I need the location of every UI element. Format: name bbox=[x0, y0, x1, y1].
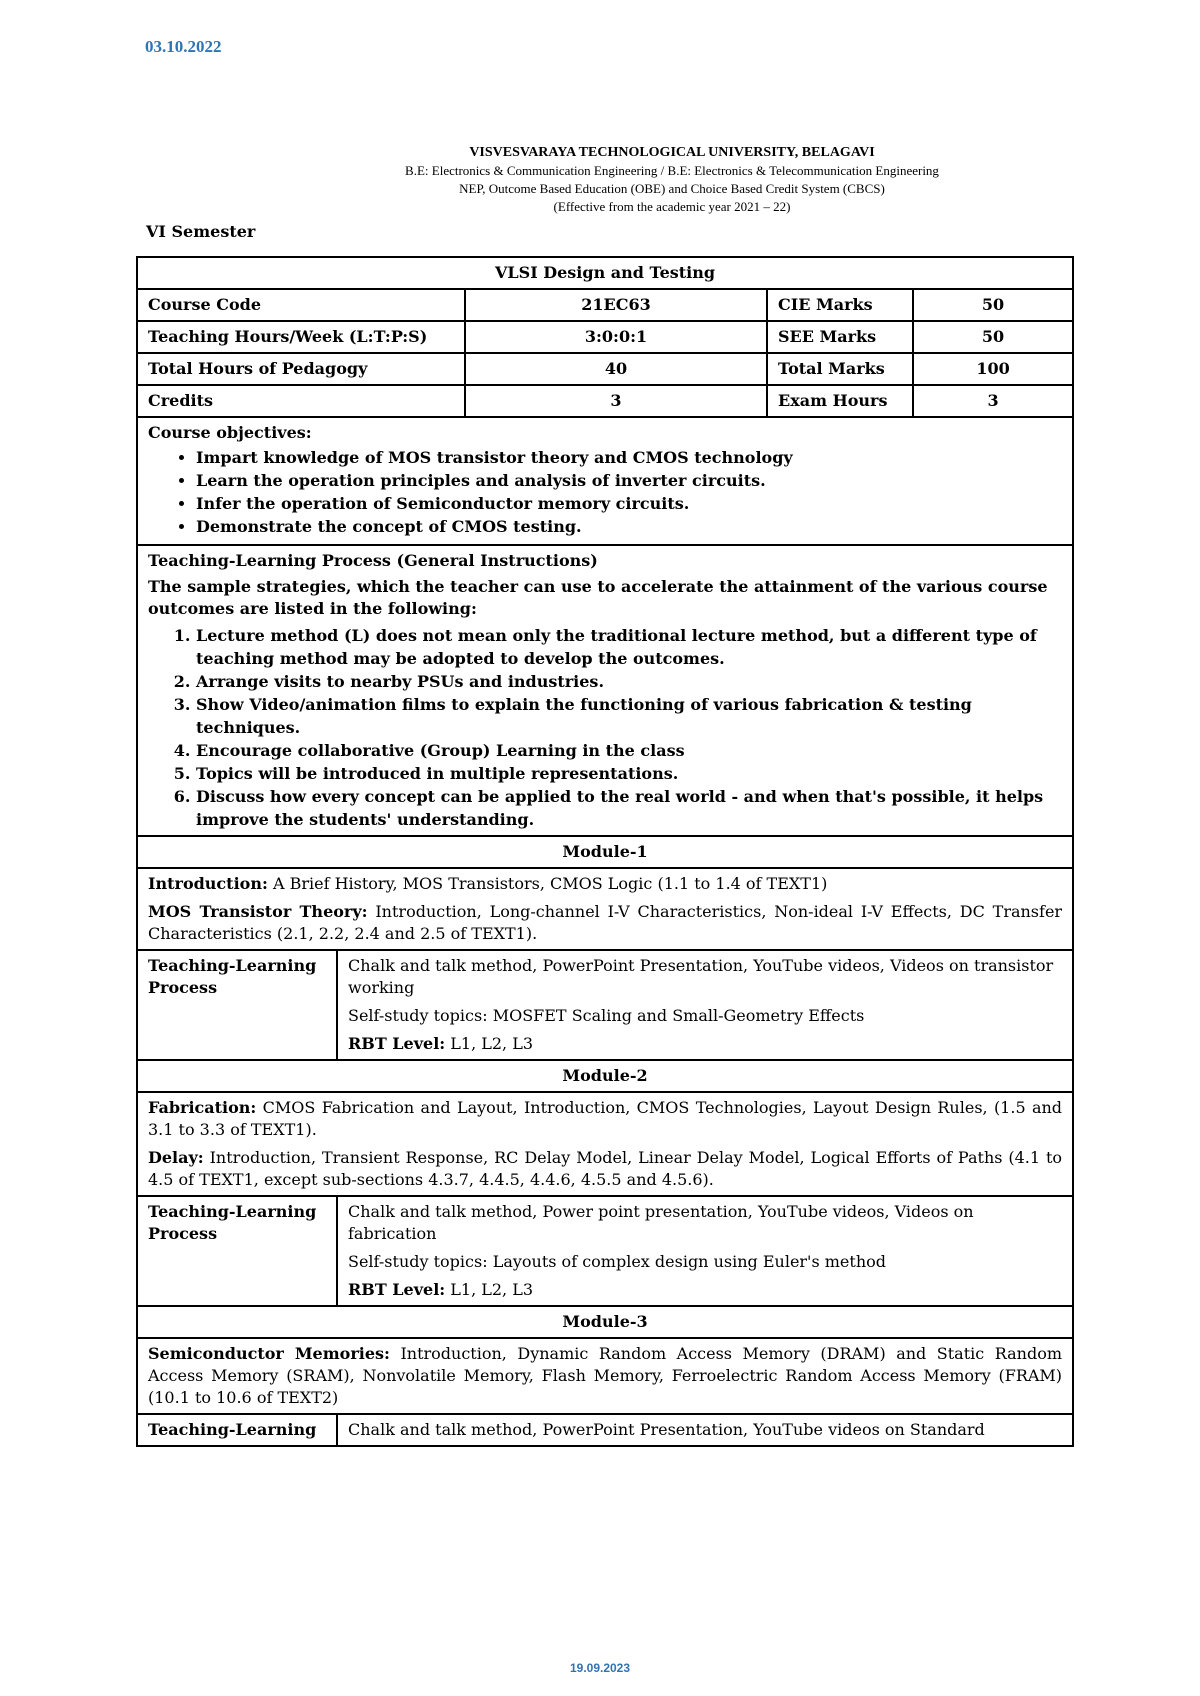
tlp-label: Teaching-Learning bbox=[138, 1415, 337, 1445]
exam-hours-value: 3 bbox=[913, 385, 1073, 417]
list-item: 4. Encourage collaborative (Group) Learning in the class bbox=[196, 739, 1062, 762]
cie-marks-value: 50 bbox=[913, 289, 1073, 321]
module-2-tlp bbox=[137, 1196, 1073, 1306]
program-name: B.E: Electronics & Communication Engineering / B.E: Electronics & Telecommunication Engineering bbox=[405, 163, 939, 178]
document-date-bottom: 19.09.2023 bbox=[569, 1661, 631, 1675]
list-item: 2. Arrange visits to nearby PSUs and industries. bbox=[196, 670, 1062, 693]
rbt-label: RBT Level: bbox=[348, 1034, 446, 1053]
teaching-hours-value: 3:0:0:1 bbox=[465, 321, 767, 353]
module-2-content bbox=[137, 1092, 1073, 1196]
course-objectives-section bbox=[137, 417, 1073, 545]
rbt-levels: L1, L2, L3 bbox=[445, 1280, 534, 1299]
teaching-learning-section bbox=[137, 545, 1073, 836]
self-study-topics: Self-study topics: Layouts of complex design using Euler's method bbox=[348, 1252, 886, 1271]
rbt-levels: L1, L2, L3 bbox=[445, 1034, 534, 1053]
scheme-name: NEP, Outcome Based Education (OBE) and Choice Based Credit System (CBCS) bbox=[459, 181, 885, 196]
topic-text: Introduction, Dynamic Random Access Memory (DRAM) and Static Random Access Memory (SRAM), Nonvolatile Memory, Flash Memory, Ferroelectric Random Access Memory (FRAM) (10.1 to 10.6 of TEXT2) bbox=[148, 1344, 1063, 1407]
topic-text: Introduction, Transient Response, RC Delay Model, Linear Delay Model, Logical Efforts of Paths (4.1 to 4.5 of TEXT1, except sub-sections 4.3.7, 4.4.5, 4.4.6, 4.5.5 and 4.5.6). bbox=[148, 1148, 1063, 1189]
module-3-content bbox=[137, 1338, 1073, 1414]
pedagogy-hours-value: 40 bbox=[465, 353, 767, 385]
tlp-intro: The sample strategies, which the teacher can use to accelerate the attainment of the various course outcomes are listed in the following: bbox=[148, 577, 1048, 618]
cie-marks-label: CIE Marks bbox=[767, 289, 913, 321]
list-item: 3. Show Video/animation films to explain the functioning of various fabrication & testing techniques. bbox=[196, 693, 1062, 739]
topic-lead: MOS Transistor Theory: bbox=[148, 902, 368, 921]
topic-text: A Brief History, MOS Transistors, CMOS Logic (1.1 to 1.4 of TEXT1) bbox=[267, 874, 828, 893]
rbt-label: RBT Level: bbox=[348, 1280, 446, 1299]
list-item: • Demonstrate the concept of CMOS testing. bbox=[196, 515, 1062, 538]
course-title: VLSI Design and Testing bbox=[137, 257, 1073, 289]
topic-text: CMOS Fabrication and Layout, Introduction, CMOS Technologies, Layout Design Rules, (1.5 and 3.1 to 3.3 of TEXT1). bbox=[148, 1098, 1063, 1139]
university-name: VISVESVARAYA TECHNOLOGICAL UNIVERSITY, BELAGAVI bbox=[469, 145, 875, 160]
module-1-content bbox=[137, 868, 1073, 950]
semester-label: VI Semester bbox=[146, 222, 256, 241]
credits-label: Credits bbox=[137, 385, 465, 417]
table-row bbox=[137, 353, 1073, 385]
see-marks-label: SEE Marks bbox=[767, 321, 913, 353]
total-marks-value: 100 bbox=[913, 353, 1073, 385]
topic-lead: Fabrication: bbox=[148, 1098, 257, 1117]
course-code-value: 21EC63 bbox=[465, 289, 767, 321]
module-3-title: Module-3 bbox=[137, 1306, 1073, 1338]
module-2-title: Module-2 bbox=[137, 1060, 1073, 1092]
course-code-label: Course Code bbox=[137, 289, 465, 321]
tlp-method: Chalk and talk method, PowerPoint Presentation, YouTube videos, Videos on transistor working bbox=[348, 956, 1054, 997]
list-item: • Infer the operation of Semiconductor memory circuits. bbox=[196, 492, 1062, 515]
course-objectives-heading: Course objectives: bbox=[148, 423, 312, 442]
list-item: • Learn the operation principles and analysis of inverter circuits. bbox=[196, 469, 1062, 492]
exam-hours-label: Exam Hours bbox=[767, 385, 913, 417]
list-item: 1. Lecture method (L) does not mean only the traditional lecture method, but a different type of teaching method may be adopted to develop the outcomes. bbox=[196, 624, 1062, 670]
self-study-topics: Self-study topics: MOSFET Scaling and Small-Geometry Effects bbox=[348, 1006, 865, 1025]
effective-year: (Effective from the academic year 2021 – 22) bbox=[553, 199, 791, 214]
topic-text: Introduction, Long-channel I-V Characteristics, Non-ideal I-V Effects, DC Transfer Characteristics (2.1, 2.2, 2.4 and 2.5 of TEXT1). bbox=[148, 902, 1063, 943]
credits-value: 3 bbox=[465, 385, 767, 417]
tlp-label: Teaching-Learning Process bbox=[138, 951, 337, 1059]
module-1-title: Module-1 bbox=[137, 836, 1073, 868]
teaching-hours-label: Teaching Hours/Week (L:T:P:S) bbox=[137, 321, 465, 353]
document-header bbox=[137, 144, 1200, 216]
table-row bbox=[137, 289, 1073, 321]
see-marks-value: 50 bbox=[913, 321, 1073, 353]
syllabus-table bbox=[136, 256, 1074, 1447]
pedagogy-hours-label: Total Hours of Pedagogy bbox=[137, 353, 465, 385]
total-marks-label: Total Marks bbox=[767, 353, 913, 385]
tlp-method: Chalk and talk method, PowerPoint Presentation, YouTube videos on Standard bbox=[348, 1420, 985, 1439]
topic-lead: Delay: bbox=[148, 1148, 204, 1167]
list-item: 5. Topics will be introduced in multiple representations. bbox=[196, 762, 1062, 785]
tlp-label: Teaching-Learning Process bbox=[138, 1197, 337, 1305]
module-3-tlp bbox=[137, 1414, 1073, 1446]
table-row bbox=[137, 385, 1073, 417]
topic-lead: Semiconductor Memories: bbox=[148, 1344, 390, 1363]
document-date-top: 03.10.2022 bbox=[145, 37, 222, 56]
table-row bbox=[137, 321, 1073, 353]
module-1-tlp bbox=[137, 950, 1073, 1060]
topic-lead: Introduction: bbox=[148, 874, 268, 893]
tlp-method: Chalk and talk method, Power point presentation, YouTube videos, Videos on fabrication bbox=[348, 1202, 974, 1243]
tlp-heading: Teaching-Learning Process (General Instructions) bbox=[148, 551, 598, 570]
list-item: 6. Discuss how every concept can be applied to the real world - and when that's possible, it helps improve the students' understanding. bbox=[196, 785, 1062, 831]
list-item: • Impart knowledge of MOS transistor theory and CMOS technology bbox=[196, 446, 1062, 469]
